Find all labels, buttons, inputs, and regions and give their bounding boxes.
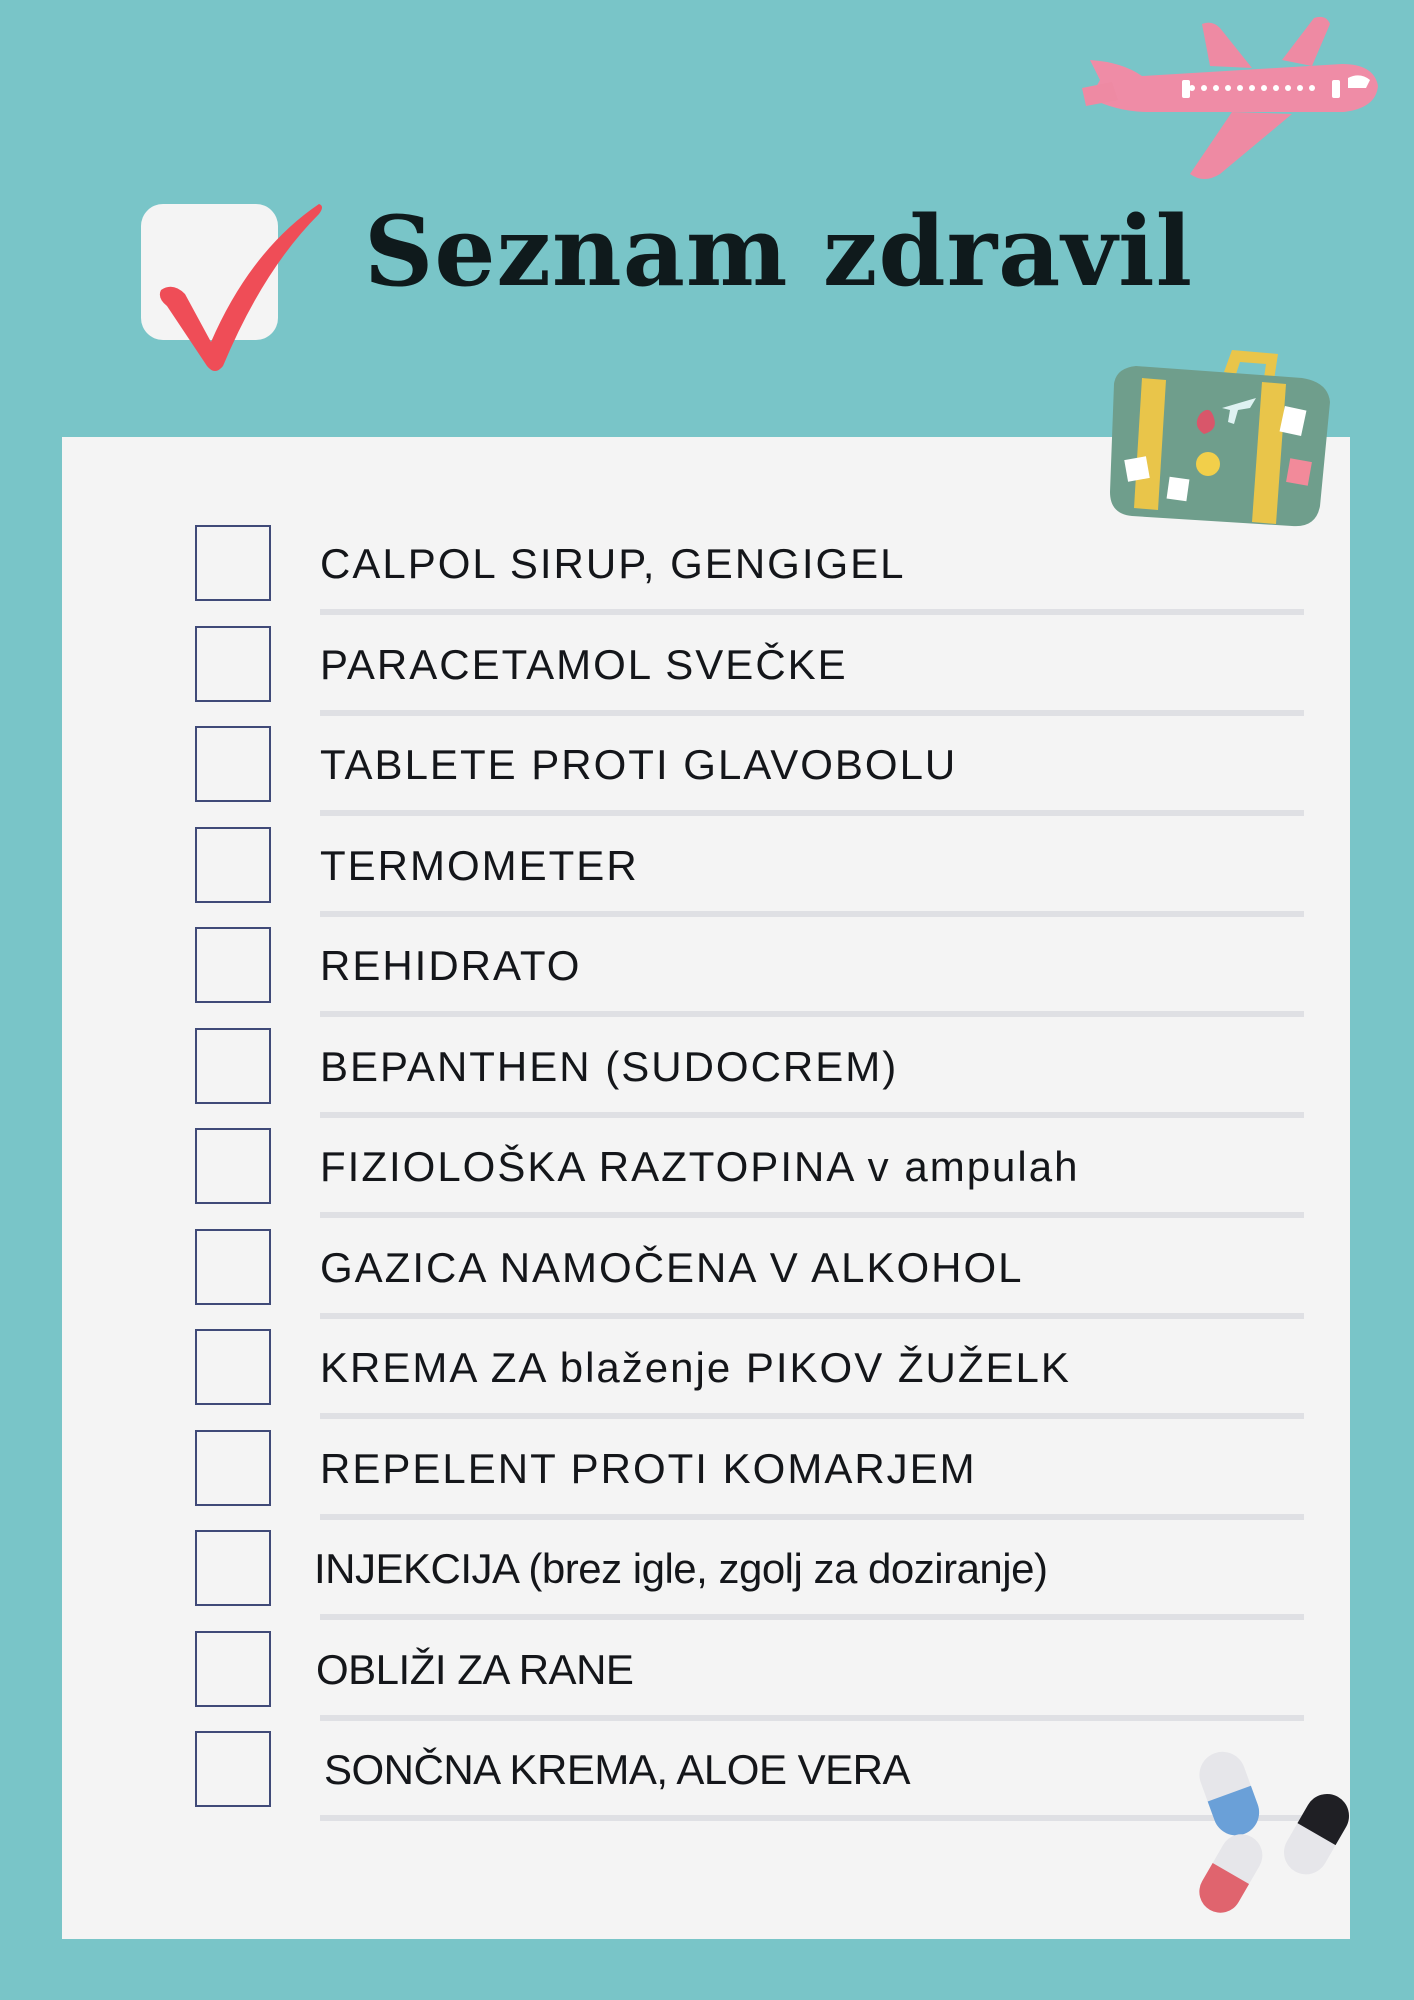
checklist-item xyxy=(62,1331,1350,1431)
airplane-icon xyxy=(1082,16,1382,181)
checklist-item-label: PARACETAMOL SVEČKE xyxy=(320,640,848,688)
item-underline xyxy=(320,1815,1304,1821)
page-title: Seznam zdravil xyxy=(364,195,1194,308)
checkbox[interactable] xyxy=(195,1329,271,1405)
item-underline xyxy=(320,911,1304,917)
checklist-item xyxy=(62,1532,1350,1632)
checklist-item-label: REHIDRATO xyxy=(320,942,582,989)
item-underline xyxy=(320,710,1304,716)
checkbox[interactable] xyxy=(195,1631,271,1707)
checklist-card xyxy=(62,437,1350,1939)
checklist-item xyxy=(62,1130,1350,1230)
checklist-item-label: FIZIOLOŠKA RAZTOPINA v ampulah xyxy=(320,1143,1080,1190)
checklist-item-label: KREMA ZA blaženje PIKOV ŽUŽELK xyxy=(320,1344,1071,1391)
checkbox[interactable] xyxy=(195,626,271,702)
item-underline xyxy=(320,609,1304,615)
item-underline xyxy=(320,1313,1304,1319)
checkbox[interactable] xyxy=(195,726,271,802)
checkbox[interactable] xyxy=(195,1229,271,1305)
checklist-item-label: GAZICA NAMOČENA V ALKOHOL xyxy=(320,1243,1024,1291)
checklist-item xyxy=(62,1231,1350,1331)
checklist-item-label: CALPOL SIRUP, GENGIGEL xyxy=(320,540,906,587)
item-underline xyxy=(320,1614,1304,1620)
suitcase-icon xyxy=(1106,338,1346,538)
checklist-item-label: OBLIŽI ZA RANE xyxy=(316,1645,634,1693)
title-checkbox-badge xyxy=(141,204,278,340)
checkmark-icon xyxy=(141,170,331,360)
checkbox[interactable] xyxy=(195,1731,271,1807)
checklist-item-label: TERMOMETER xyxy=(320,841,639,889)
checklist-item xyxy=(62,628,1350,728)
checkbox[interactable] xyxy=(195,927,271,1003)
checklist-item-label: SONČNA KREMA, ALOE VERA xyxy=(324,1746,911,1793)
checkbox[interactable] xyxy=(195,1128,271,1204)
item-underline xyxy=(320,810,1304,816)
checklist-item xyxy=(62,929,1350,1029)
checklist-item-label: INJEKCIJA (brez igle, zgolj za doziranje) xyxy=(314,1545,1048,1592)
checkbox[interactable] xyxy=(195,1430,271,1506)
checklist-item-label: TABLETE PROTI GLAVOBOLU xyxy=(320,741,958,788)
item-underline xyxy=(320,1715,1304,1721)
checklist-item xyxy=(62,1733,1350,1833)
item-underline xyxy=(320,1011,1304,1017)
checkbox[interactable] xyxy=(195,827,271,903)
checklist-item xyxy=(62,728,1350,828)
item-underline xyxy=(320,1112,1304,1118)
pills-icon xyxy=(1196,1745,1356,1915)
checkbox[interactable] xyxy=(195,1028,271,1104)
checkbox[interactable] xyxy=(195,1530,271,1606)
checklist-item xyxy=(62,1030,1350,1130)
item-underline xyxy=(320,1413,1304,1419)
item-underline xyxy=(320,1212,1304,1218)
item-underline xyxy=(320,1514,1304,1520)
checklist-item xyxy=(62,1432,1350,1532)
checklist-item-label: REPELENT PROTI KOMARJEM xyxy=(320,1444,977,1492)
checkbox[interactable] xyxy=(195,525,271,601)
checklist-item-label: BEPANTHEN (SUDOCREM) xyxy=(320,1042,899,1090)
checklist-item xyxy=(62,829,1350,929)
checklist-item xyxy=(62,527,1350,627)
checklist-item xyxy=(62,1633,1350,1733)
